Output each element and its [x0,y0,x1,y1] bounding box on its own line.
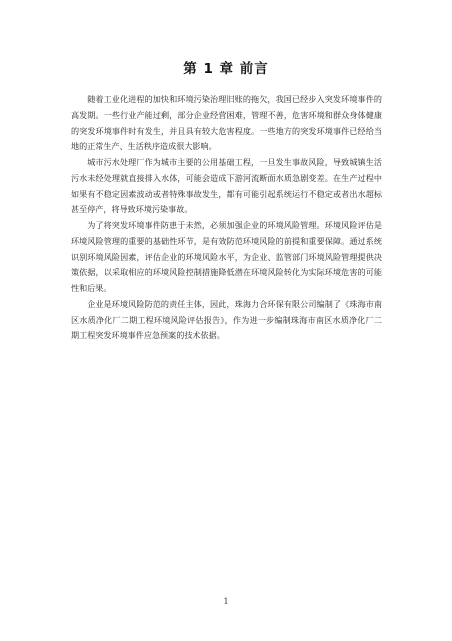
chapter-body [71,92,382,344]
paragraph: 企业是环境风险防范的责任主体，因此，珠海力合环保有限公司编制了《珠海市南区水质净化厂二期工程环境风险评估报告》，作为进一步编制珠海市南区水质净化厂二期工程突发环境事件应急预案的技术依据。 [71,298,382,341]
chapter-title: 第 1 章 前言 [183,61,269,77]
paragraph: 城市污水处理厂作为城市主要的公用基础工程，一旦发生事故风险，导致城镇生活污水未经处理就直接排入水体，可能会造成下游河流断面水质急剧变差。在生产过程中如果有不稳定因素波动或者特殊事故发生，都有可能引起系统运行不稳定或者出水超标甚至停产，将导致环境污染事故。 [71,157,382,215]
page-number: 1 [223,597,229,606]
paragraph: 为了将突发环境事件防患于未然，必须加强企业的环境风险管理。环境风险评估是环境风险管理的重要的基础性环节，是有效防范环境风险的前提和重要保障。通过系统识别环境风险因素，评估企业的环境风险水平，为企业、监管部门环境风险管理提供决策依据，以采取相应的环境风险控制措施降低潜在环境风险转化为实际环境危害的可能性和后果。 [71,220,382,293]
paragraph: 随着工业化进程的加快和环境污染治理旧账的拖欠，我国已经步入突发环境事件的高发期。一些行业产能过剩，部分企业经营困难，管理不善，危害环境和群众身体健康的突发环境事件时有发生，并且具有较大危害程度。一些地方的突发环境事件已经给当地的正常生产、生活秩序造成很大影响。 [71,94,382,152]
